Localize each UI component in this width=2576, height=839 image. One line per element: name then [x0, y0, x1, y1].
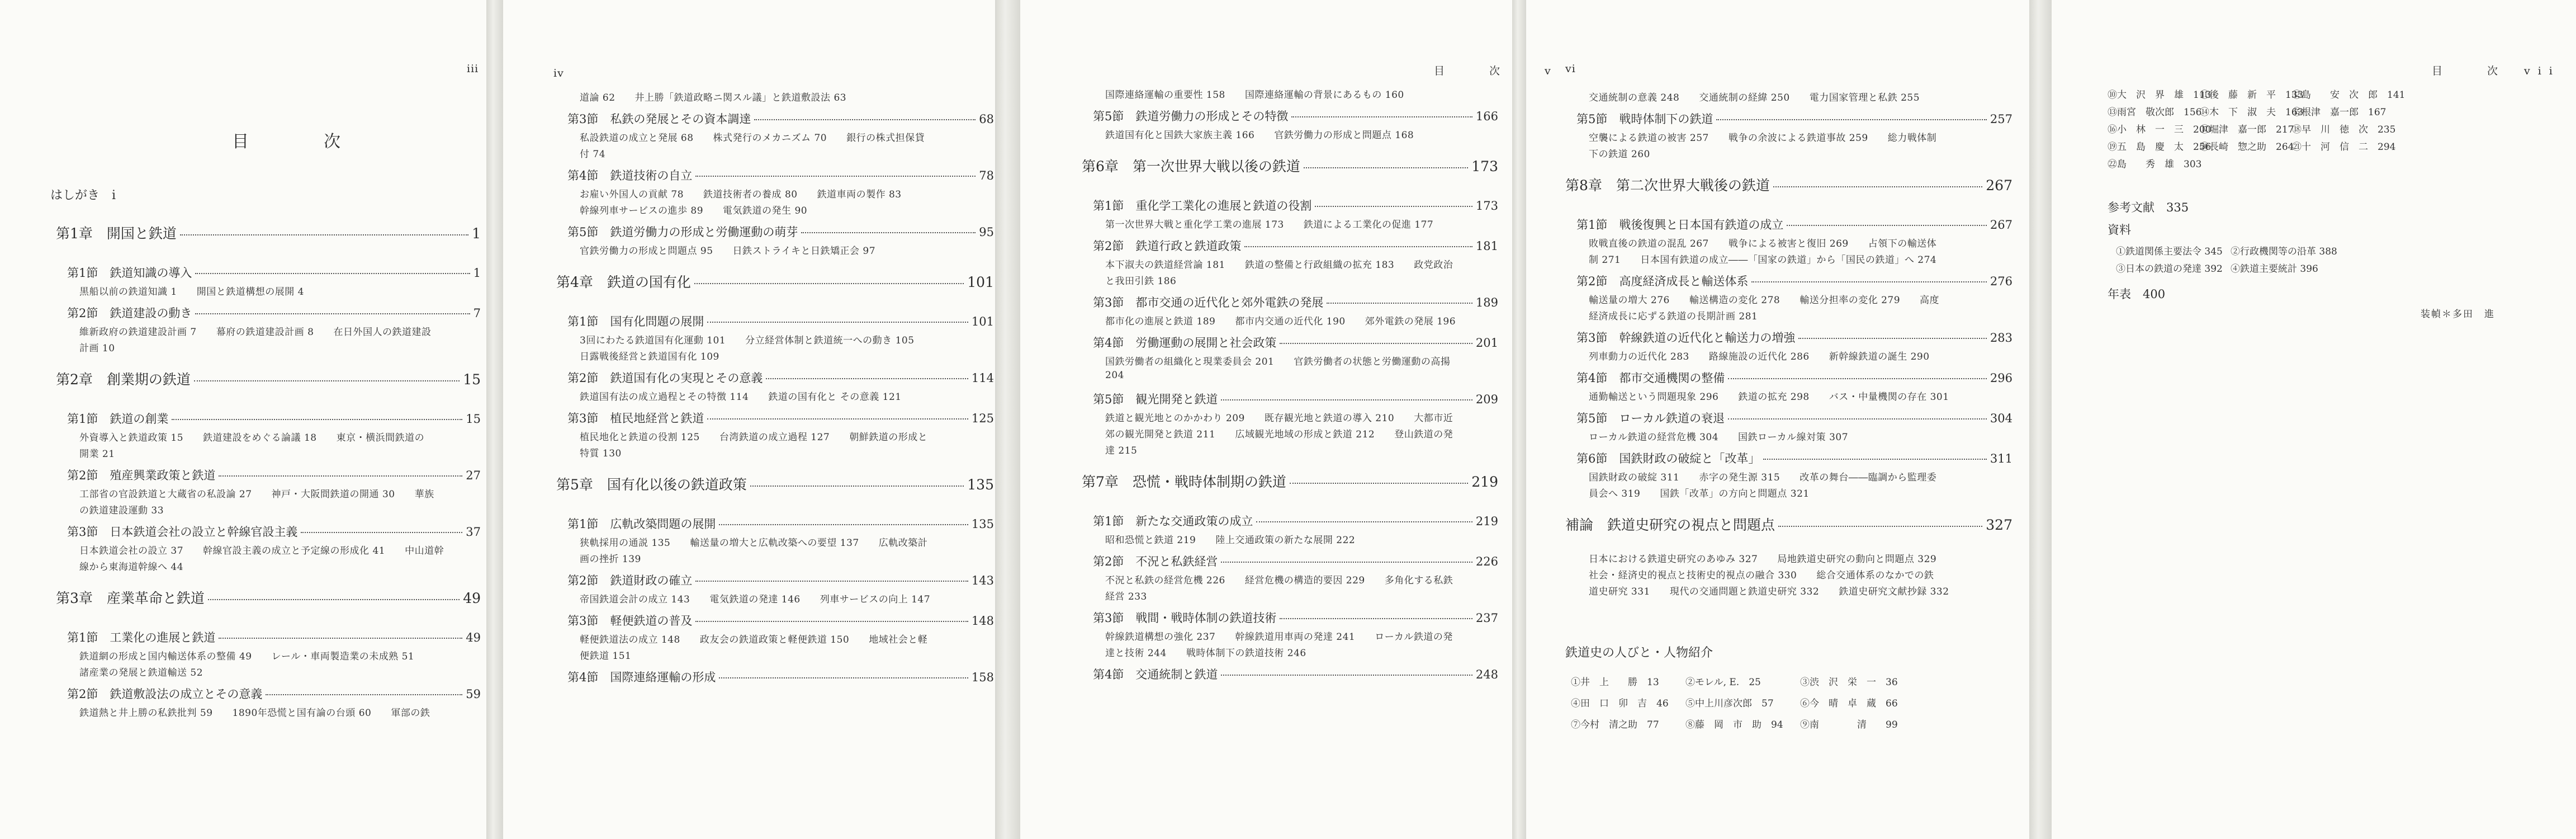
toc-subtopics: 幹線鉄道構想の強化 237 幹線鉄道用車両の発達 241 ローカル鉄道の発 — [1105, 631, 1453, 643]
toc-entry-label: 第5節 ローカル鉄道の衰退 — [1576, 412, 1725, 425]
toc-page-number: 209 — [1475, 393, 1498, 406]
leader-dots — [719, 524, 968, 525]
leader-dots — [695, 621, 968, 622]
toc-entry-label: 第4節 鉄道技術の自立 — [567, 169, 693, 182]
toc-page-number: 78 — [979, 169, 994, 182]
running-header-vii: 目 次 vii — [2432, 65, 2560, 77]
toc-entry-label: 補論 鉄道史研究の視点と問題点 — [1565, 517, 1775, 533]
toc-subtopics: 私設鉄道の成立と発展 68 株式発行のメカニズム 70 銀行の株式担保貸 — [580, 133, 925, 144]
toc-section-entry[interactable] — [67, 523, 481, 540]
toc-entry-label: 第1節 新たな交通政策の成立 — [1093, 515, 1253, 528]
toc-subtopics: 狭軌採用の通説 135 輸送量の増大と広軌改築への要望 137 広軌改築計 — [580, 538, 928, 549]
person-entry[interactable]: ①井 上 勝 13 — [1571, 677, 1659, 688]
chronology-line: 年表 400 — [2108, 287, 2166, 301]
toc-section-entry[interactable] — [1093, 294, 1498, 310]
toc-subtopics: 交通統制の意義 248 交通統制の経緯 250 電力国家管理と私鉄 255 — [1589, 92, 1920, 103]
toc-page-number: 304 — [1990, 412, 2012, 425]
toc-subtopics: 本下淑夫の鉄道経営論 181 鉄道の整備と行政組織の拡充 183 政党政治 — [1105, 260, 1453, 271]
toc-subtopics: 鉄道国有法の成立過程とその特徴 114 鉄道の国有化と その意義 121 — [580, 392, 902, 403]
toc-page-number: 101 — [971, 315, 994, 328]
design-credit: 装幀＊多田 進 — [2421, 309, 2495, 320]
toc-subtopics: 道史研究 331 現代の交通問題と鉄道史研究 332 鉄道史研究文献抄録 332 — [1589, 586, 1949, 597]
toc-subtopics: 輸送量の増大 276 輸送構造の変化 278 輸送分担率の変化 279 高度 — [1589, 295, 1940, 306]
toc-chapter-entry[interactable] — [1565, 514, 2012, 534]
toc-chapter-entry[interactable] — [556, 271, 994, 291]
toc-subtopics: 植民地化と鉄道の役割 125 台湾鉄道の成立過程 127 朝鮮鉄道の形成と — [580, 432, 928, 443]
leader-dots — [707, 418, 968, 420]
toc-page-number: 15 — [463, 371, 481, 388]
toc-section-entry[interactable] — [1576, 409, 2012, 426]
toc-page-number: 257 — [1990, 112, 2012, 126]
toc-page-number: 114 — [971, 371, 994, 385]
leader-dots — [1787, 225, 1987, 226]
page-number-vi: vi — [1565, 63, 1576, 75]
leader-dots — [1304, 167, 1468, 168]
leader-dots — [1256, 521, 1472, 522]
toc-entry-label: 第3節 戦間・戦時体制の鉄道技術 — [1093, 611, 1277, 625]
leader-dots — [1327, 303, 1472, 304]
toc-section-entry[interactable] — [567, 515, 994, 532]
toc-subtopics: 都市化の進展と鉄道 189 都市内交通の近代化 190 郊外電鉄の発展 196 — [1105, 316, 1456, 327]
toc-entry-label: 第2節 鉄道敷設法の成立とその意義 — [67, 687, 263, 701]
leader-dots — [1728, 418, 1987, 420]
toc-entry-label: 第5節 鉄道労働力の形成とその特徴 — [1093, 110, 1289, 123]
toc-subtopics: 鉄道熱と井上勝の私鉄批判 59 1890年恐慌と国有論の台頭 60 軍部の鉄 — [79, 708, 430, 719]
toc-subtopics: 達 215 — [1105, 445, 1138, 456]
toc-entry-label: 第2節 殖産興業政策と鉄道 — [67, 469, 216, 482]
toc-subtopics: 官鉄労働力の形成と問題点 95 日鉄ストライキと日鉄矯正会 97 — [580, 246, 876, 257]
toc-section-entry[interactable] — [67, 410, 481, 427]
toc-page-number: 283 — [1990, 331, 2012, 345]
toc-page-number: 143 — [971, 574, 994, 587]
leader-dots — [750, 486, 964, 487]
toc-entry-label: 第1節 重化学工業化の進展と鉄道の役割 — [1093, 199, 1312, 213]
toc-chapter-entry[interactable] — [1082, 155, 1498, 176]
toc-subtopics: 付 74 — [580, 149, 606, 160]
leader-dots — [766, 378, 968, 379]
person-entry[interactable]: ④田 口 卯 吉 46 — [1571, 698, 1669, 709]
toc-section-entry[interactable] — [1576, 450, 2012, 466]
leader-dots — [694, 283, 964, 284]
person-entry[interactable]: ⑭木 下 淑 夫 163 — [2200, 107, 2304, 118]
toc-subtopics: 不況と私鉄の経営危機 226 経営危機の構造的要因 229 多角化する私鉄 — [1105, 575, 1453, 586]
toc-subtopics: 黒船以前の鉄道知識 1 開国と鉄道構想の展開 4 — [79, 286, 304, 298]
leader-dots — [1221, 399, 1472, 400]
toc-subtopics: お雇い外国人の貢献 78 鉄道技術者の養成 80 鉄道車両の製作 83 — [580, 189, 902, 200]
person-entry[interactable]: ⑳長崎 惣之助 264 — [2200, 142, 2294, 153]
toc-subtopics: 外資導入と鉄道政策 15 鉄道建設をめぐる論議 18 東京・横浜間鉄道の — [79, 432, 425, 444]
toc-chapter-entry[interactable] — [556, 474, 994, 494]
toc-section-entry[interactable] — [1093, 197, 1498, 214]
page-gutter — [995, 0, 1020, 839]
toc-subtopics: 204 — [1105, 370, 1124, 381]
person-entry[interactable]: ㉑十 河 信 二 294 — [2292, 142, 2396, 153]
toc-section-entry[interactable] — [567, 572, 994, 588]
toc-section-entry[interactable] — [567, 612, 994, 629]
material-entry[interactable]: ①鉄道関係主要法令 345 — [2116, 246, 2223, 257]
toc-entry-label: 第1節 広軌改築問題の展開 — [567, 517, 716, 531]
toc-subtopics: 日露戦後経営と鉄道国有化 109 — [580, 351, 719, 362]
toc-entry-label: 第4節 交通統制と鉄道 — [1093, 668, 1218, 681]
leader-dots — [219, 475, 462, 477]
toc-subtopics: 日本における鉄道史研究のあゆみ 327 局地鉄道史研究の動向と問題点 329 — [1589, 554, 1937, 565]
toc-subtopics: 郊の観光開発と鉄道 211 広域観光地域の形成と鉄道 212 登山鉄道の発 — [1105, 429, 1453, 440]
toc-section-entry[interactable] — [1093, 512, 1498, 529]
toc-page-number: 327 — [1986, 517, 2012, 533]
toc-page-number: 173 — [1471, 158, 1498, 175]
toc-subtopics: 制 271 日本国有鉄道の成立――「国家の鉄道」から「国民の鉄道」へ 274 — [1589, 254, 1937, 266]
page-gutter — [1512, 0, 1526, 839]
leader-dots — [1291, 116, 1472, 117]
material-entry[interactable]: ④鉄道主要統計 396 — [2231, 263, 2318, 275]
toc-subtopics: 国際連絡運輸の重要性 158 国際連絡運輸の背景にあるもの 160 — [1105, 89, 1404, 101]
leader-dots — [1798, 338, 1987, 339]
leader-dots — [1716, 119, 1987, 120]
toc-entry-label: 第5節 鉄道労働力の形成と労働運動の萌芽 — [567, 225, 798, 239]
toc-chapter-entry[interactable] — [56, 223, 481, 243]
toc-entry-label: 第2節 高度経済成長と輸送体系 — [1576, 275, 1749, 288]
toc-section-entry[interactable] — [567, 223, 994, 240]
toc-page-number: 201 — [1475, 336, 1498, 350]
toc-subtopics: 社会・経済史的視点と技術史的視点の融合 330 総合交通体系のなかでの鉄 — [1589, 570, 1934, 581]
toc-page-number: 267 — [1990, 218, 2012, 232]
toc-page-number: 1 — [472, 225, 481, 242]
toc-page-number: 189 — [1475, 296, 1498, 309]
person-entry[interactable]: ⑦今村 清之助 77 — [1571, 719, 1659, 730]
toc-page-number: 49 — [463, 590, 481, 606]
toc-subtopics: の鉄道建設運動 33 — [79, 505, 164, 516]
toc-entry-label: 第4節 労働運動の展開と社会政策 — [1093, 336, 1277, 350]
leader-dots — [1315, 206, 1472, 207]
toc-entry-label: 第3節 軽便鉄道の普及 — [567, 614, 693, 628]
toc-subtopics: 経済成長に応ずる鉄道の長期計画 281 — [1589, 311, 1758, 322]
leader-dots — [195, 313, 470, 314]
toc-entry-label: 第6節 国鉄財政の破綻と「改革」 — [1576, 452, 1760, 465]
toc-subtopics: 達と技術 244 戦時体制下の鉄道技術 246 — [1105, 648, 1306, 659]
toc-entry-label: 第5章 国有化以後の鉄道政策 — [556, 477, 747, 493]
toc-subtopics: 鉄道網の形成と国内輸送体系の整備 49 レール・車両製造業の未成熟 51 — [79, 651, 415, 662]
leader-dots — [1221, 675, 1472, 676]
toc-subtopics: 軽便鉄道法の成立 148 政友会の鉄道政策と軽便鉄道 150 地域社会と軽 — [580, 634, 928, 645]
toc-section-entry[interactable] — [67, 629, 481, 645]
toc-subtopics: 国鉄労働者の組織化と現業委員会 201 官鉄労働者の状態と労働運動の高揚 — [1105, 356, 1451, 367]
person-entry[interactable]: ㉒島 秀 雄 303 — [2108, 159, 2202, 170]
leader-dots — [695, 176, 976, 177]
toc-page-number: 248 — [1475, 668, 1498, 681]
toc-subtopics: 計画 10 — [79, 343, 115, 354]
leader-dots — [1763, 459, 1987, 460]
toc-entry-label: 第2節 鉄道国有化の実現とその意義 — [567, 371, 763, 385]
toc-section-entry[interactable] — [1576, 369, 2012, 386]
toc-page-number: 95 — [979, 225, 994, 239]
toc-subtopics: 鉄道と観光地とのかかわり 209 既存観光地と鉄道の導入 210 大都市近 — [1105, 413, 1453, 424]
toc-subtopics: 諸産業の発展と鉄道輸送 52 — [79, 667, 203, 678]
leader-dots — [1221, 562, 1472, 563]
toc-subtopics: 通勤輸送という問題現象 296 鉄道の拡充 298 バス・中量機関の存在 301 — [1589, 392, 1949, 403]
page-gutter — [2029, 0, 2052, 839]
toc-page-number: 125 — [971, 412, 994, 425]
toc-section-entry[interactable] — [567, 110, 994, 127]
leader-dots — [1778, 526, 1982, 527]
people-section-title: 鉄道史の人びと・人物紹介 — [1565, 646, 1713, 660]
toc-section-entry[interactable] — [567, 668, 994, 685]
leader-dots — [801, 232, 976, 233]
toc-subtopics: 下の鉄道 260 — [1589, 149, 1650, 160]
toc-subtopics: 敗戦直後の鉄道の混乱 267 戦争による被害と復旧 269 占領下の輸送体 — [1589, 238, 1937, 249]
toc-entry-label: 第3章 産業革命と鉄道 — [56, 590, 205, 606]
toc-entry-label: 第7章 恐慌・戦時体制期の鉄道 — [1082, 474, 1286, 490]
toc-subtopics: 鉄道国有化と国鉄大家族主義 166 官鉄労働力の形成と問題点 168 — [1105, 130, 1414, 141]
toc-subtopics: 空襲による鉄道の被害 257 戦争の余波による鉄道事故 259 総力戦体制 — [1589, 133, 1937, 144]
leader-dots — [707, 322, 968, 323]
toc-page-number: 158 — [971, 671, 994, 684]
toc-subtopics: 開業 21 — [79, 449, 115, 460]
person-entry[interactable]: ⑯小 林 一 三 200 — [2108, 124, 2212, 135]
toc-chapter-entry[interactable] — [56, 587, 481, 607]
toc-entry-label: 第3節 植民地経営と鉄道 — [567, 412, 704, 425]
toc-entry-label: 第1節 戦後復興と日本国有鉄道の成立 — [1576, 218, 1784, 232]
person-entry[interactable]: ⑰堀津 嘉一郎 217 — [2200, 124, 2294, 135]
toc-page-number: 15 — [466, 412, 481, 426]
toc-subtopics: 維新政府の鉄道建設計画 7 幕府の鉄道建設計画 8 在日外国人の鉄道建設 — [79, 327, 432, 338]
toc-subtopics: 日本鉄道会社の設立 37 幹線官設主義の成立と予定線の形成化 41 中山道幹 — [79, 545, 444, 557]
leader-dots — [1728, 378, 1987, 379]
leader-dots — [1290, 483, 1468, 484]
toc-subtopics: ローカル鉄道の経営危機 304 国鉄ローカル線対策 307 — [1589, 432, 1849, 443]
person-entry[interactable]: ⑪後 藤 新 平 133 — [2200, 89, 2304, 101]
leader-dots — [695, 581, 968, 582]
toc-section-entry[interactable] — [567, 167, 994, 183]
toc-entry-label: 第2節 鉄道財政の確立 — [567, 574, 693, 587]
material-entry[interactable]: ②行政機関等の沿革 388 — [2231, 246, 2337, 257]
references-line: 参考文献 335 — [2108, 201, 2189, 214]
toc-section-entry[interactable] — [67, 466, 481, 483]
running-header-v: 目 次 v — [1434, 65, 1559, 77]
toc-page-number: 181 — [1475, 239, 1498, 253]
leader-dots — [301, 532, 462, 533]
toc-entry-label: 第4節 国際連絡運輸の形成 — [567, 671, 716, 684]
toc-section-entry[interactable] — [67, 685, 481, 702]
toc-section-entry[interactable] — [567, 409, 994, 426]
toc-subtopics: 員会へ 319 国鉄「改革」の方向と問題点 321 — [1589, 488, 1810, 499]
person-entry[interactable]: ⑫島 安 次 郎 141 — [2292, 89, 2405, 101]
toc-entry-label: 第3節 都市交通の近代化と郊外電鉄の発展 — [1093, 296, 1324, 309]
toc-section-entry[interactable] — [1576, 110, 2012, 127]
toc-subtopics: 線から東海道幹線へ 44 — [79, 562, 184, 573]
toc-subtopics: 幹線列車サービスの進歩 89 電気鉄道の発生 90 — [580, 205, 808, 216]
toc-subtopics: 特質 130 — [580, 448, 622, 459]
toc-subtopics: 帝国鉄道会計の成立 143 電気鉄道の発達 146 列車サービスの向上 147 — [580, 594, 931, 605]
person-entry[interactable]: ⑮根津 嘉一郎 167 — [2292, 107, 2386, 118]
leader-dots — [1280, 343, 1472, 344]
toc-subtopics: と我田引鉄 186 — [1105, 276, 1177, 287]
toc-chapter-entry[interactable] — [1565, 175, 2012, 195]
toc-section-entry[interactable] — [1093, 553, 1498, 569]
toc-entry-label: 第1節 鉄道知識の導入 — [67, 266, 192, 280]
toc-entry-label: 第2節 不況と私鉄経営 — [1093, 555, 1218, 568]
leader-dots — [266, 694, 462, 695]
toc-page-number: 267 — [1986, 177, 2012, 194]
toc-entry-label: 第4章 鉄道の国有化 — [556, 274, 691, 290]
toc-section-entry[interactable] — [1093, 609, 1498, 626]
toc-section-entry[interactable] — [67, 264, 481, 281]
leader-dots — [195, 273, 470, 274]
leader-dots — [219, 638, 462, 639]
toc-page-number: 49 — [466, 631, 481, 644]
toc-page-number: 37 — [466, 525, 481, 539]
toc-entry-label: 第4節 都市交通機関の整備 — [1576, 371, 1725, 385]
toc-entry-label: 第1節 鉄道の創業 — [67, 412, 169, 426]
toc-entry-label: 第5節 観光開発と鉄道 — [1093, 393, 1218, 406]
toc-section-entry[interactable] — [1576, 329, 2012, 346]
toc-page-number: 27 — [466, 469, 481, 482]
toc-section-entry[interactable] — [1093, 390, 1498, 407]
leader-dots — [172, 419, 462, 420]
toc-entry-label: 第6章 第一次世界大戦以後の鉄道 — [1082, 158, 1300, 175]
toc-page-number: 148 — [971, 614, 994, 628]
toc-entry-label: 第1節 工業化の進展と鉄道 — [67, 631, 216, 644]
material-entry[interactable]: ③日本の鉄道の発達 392 — [2116, 263, 2223, 275]
toc-section-entry[interactable] — [1576, 272, 2012, 289]
toc-entry-label: 第2章 創業期の鉄道 — [56, 371, 191, 388]
toc-page-number: 311 — [1990, 452, 2012, 465]
leader-dots — [1773, 186, 1982, 187]
toc-section-entry[interactable] — [567, 313, 994, 329]
toc-subtopics: 工部省の官設鉄道と大蔵省の私設論 27 神戸・大阪間鉄道の開通 30 華族 — [79, 489, 434, 500]
leader-dots — [754, 119, 976, 120]
person-entry[interactable]: ⑧藤 岡 市 助 94 — [1685, 719, 1783, 730]
toc-entry-label: 第3節 日本鉄道会社の設立と幹線官設主義 — [67, 525, 298, 539]
toc-page-number: 135 — [967, 477, 994, 493]
leader-dots — [1280, 618, 1472, 619]
person-entry[interactable]: ②モレル, E. 25 — [1685, 677, 1761, 688]
leader-dots — [1751, 281, 1987, 282]
person-entry[interactable]: ⑩大 沢 界 雄 113 — [2108, 89, 2212, 101]
toc-subtopics: 画の挫折 139 — [580, 554, 641, 565]
toc-page-number: 296 — [1990, 371, 2012, 385]
toc-section-entry[interactable] — [567, 369, 994, 386]
toc-page-number: 226 — [1475, 555, 1498, 568]
toc-subtopics: 経営 233 — [1105, 591, 1147, 602]
toc-entry-label: 第1節 国有化問題の展開 — [567, 315, 704, 328]
toc-page-number: 101 — [967, 274, 994, 290]
toc-chapter-entry[interactable] — [1082, 471, 1498, 491]
toc-page-number: 59 — [466, 687, 481, 701]
leader-dots — [194, 380, 460, 381]
person-entry[interactable]: ⑥今 晴 卓 蔵 66 — [1800, 698, 1898, 709]
toc-entry-label: 第5節 戦時体制下の鉄道 — [1576, 112, 1713, 126]
toc-subtopics: 3回にわたる鉄道国有化運動 101 分立経営体制と鉄道統一への動き 105 — [580, 335, 915, 346]
toc-subtopics: 国鉄財政の破綻 311 赤字の発生源 315 改革の舞台――臨調から監理委 — [1589, 472, 1937, 483]
toc-subtopics: 列車動力の近代化 283 路線施設の近代化 286 新幹線鉄道の誕生 290 — [1589, 351, 1930, 362]
leader-dots — [719, 677, 968, 678]
toc-page-number: 1 — [473, 266, 481, 280]
toc-entry-label: 第3節 幹線鉄道の近代化と輸送力の増強 — [1576, 331, 1796, 345]
toc-entry-label: 第1章 開国と鉄道 — [56, 225, 177, 242]
materials-title: 資料 — [2108, 223, 2131, 237]
toc-page-number: 166 — [1475, 110, 1498, 123]
toc-page-number: 135 — [971, 517, 994, 531]
toc-subtopics: 第一次世界大戦と重化学工業の進展 173 鉄道による工業化の促進 177 — [1105, 219, 1434, 230]
preface-line: はしがき i — [50, 188, 116, 202]
toc-section-entry[interactable] — [1093, 334, 1498, 351]
toc-subtopics: 昭和恐慌と鉄道 219 陸上交通政策の新たな展開 222 — [1105, 535, 1356, 546]
page-gutter — [486, 0, 503, 839]
toc-page-number: 7 — [473, 307, 481, 320]
toc-page-number: 219 — [1475, 515, 1498, 528]
toc-page-number: 237 — [1475, 611, 1498, 625]
toc-page-number: 68 — [979, 112, 994, 126]
page-number-iii: iii — [467, 63, 479, 75]
leader-dots — [208, 599, 460, 600]
toc-entry-label: 第2節 鉄道建設の動き — [67, 307, 192, 320]
toc-entry-label: 第8章 第二次世界大戦後の鉄道 — [1565, 177, 1770, 194]
page-number-iv: iv — [553, 67, 564, 79]
person-entry[interactable]: ⑨南 清 99 — [1800, 719, 1898, 730]
toc-chapter-entry[interactable] — [56, 369, 481, 389]
leader-dots — [180, 234, 468, 235]
toc-subtopics: 道論 62 井上勝「鉄道政略ニ関スル議」と鉄道敷設法 63 — [580, 92, 847, 103]
toc-entry-label: 第3節 私鉄の発展とその資本調達 — [567, 112, 751, 126]
toc-section-entry[interactable] — [1093, 107, 1498, 124]
person-entry[interactable]: ⑱早 川 徳 次 235 — [2292, 124, 2396, 135]
toc-section-entry[interactable] — [67, 304, 481, 321]
person-entry[interactable]: ③渋 沢 栄 一 36 — [1800, 677, 1898, 688]
person-entry[interactable]: ⑬雨宮 敬次郎 156 — [2108, 107, 2202, 118]
toc-page-number: 219 — [1471, 474, 1498, 490]
toc-page-number: 173 — [1475, 199, 1498, 213]
toc-entry-label: 第2節 鉄道行政と鉄道政策 — [1093, 239, 1242, 253]
toc-page-number: 276 — [1990, 275, 2012, 288]
toc-section-entry[interactable] — [1576, 216, 2012, 233]
toc-title: 目 次 — [232, 132, 370, 152]
toc-subtopics: 便鉄道 151 — [580, 651, 632, 662]
toc-section-entry[interactable] — [1093, 666, 1498, 682]
toc-section-entry[interactable] — [1093, 237, 1498, 254]
leader-dots — [1244, 246, 1472, 247]
person-entry[interactable]: ⑲五 島 慶 太 256 — [2108, 142, 2212, 153]
person-entry[interactable]: ⑤中上川彦次郎 57 — [1685, 698, 1774, 709]
